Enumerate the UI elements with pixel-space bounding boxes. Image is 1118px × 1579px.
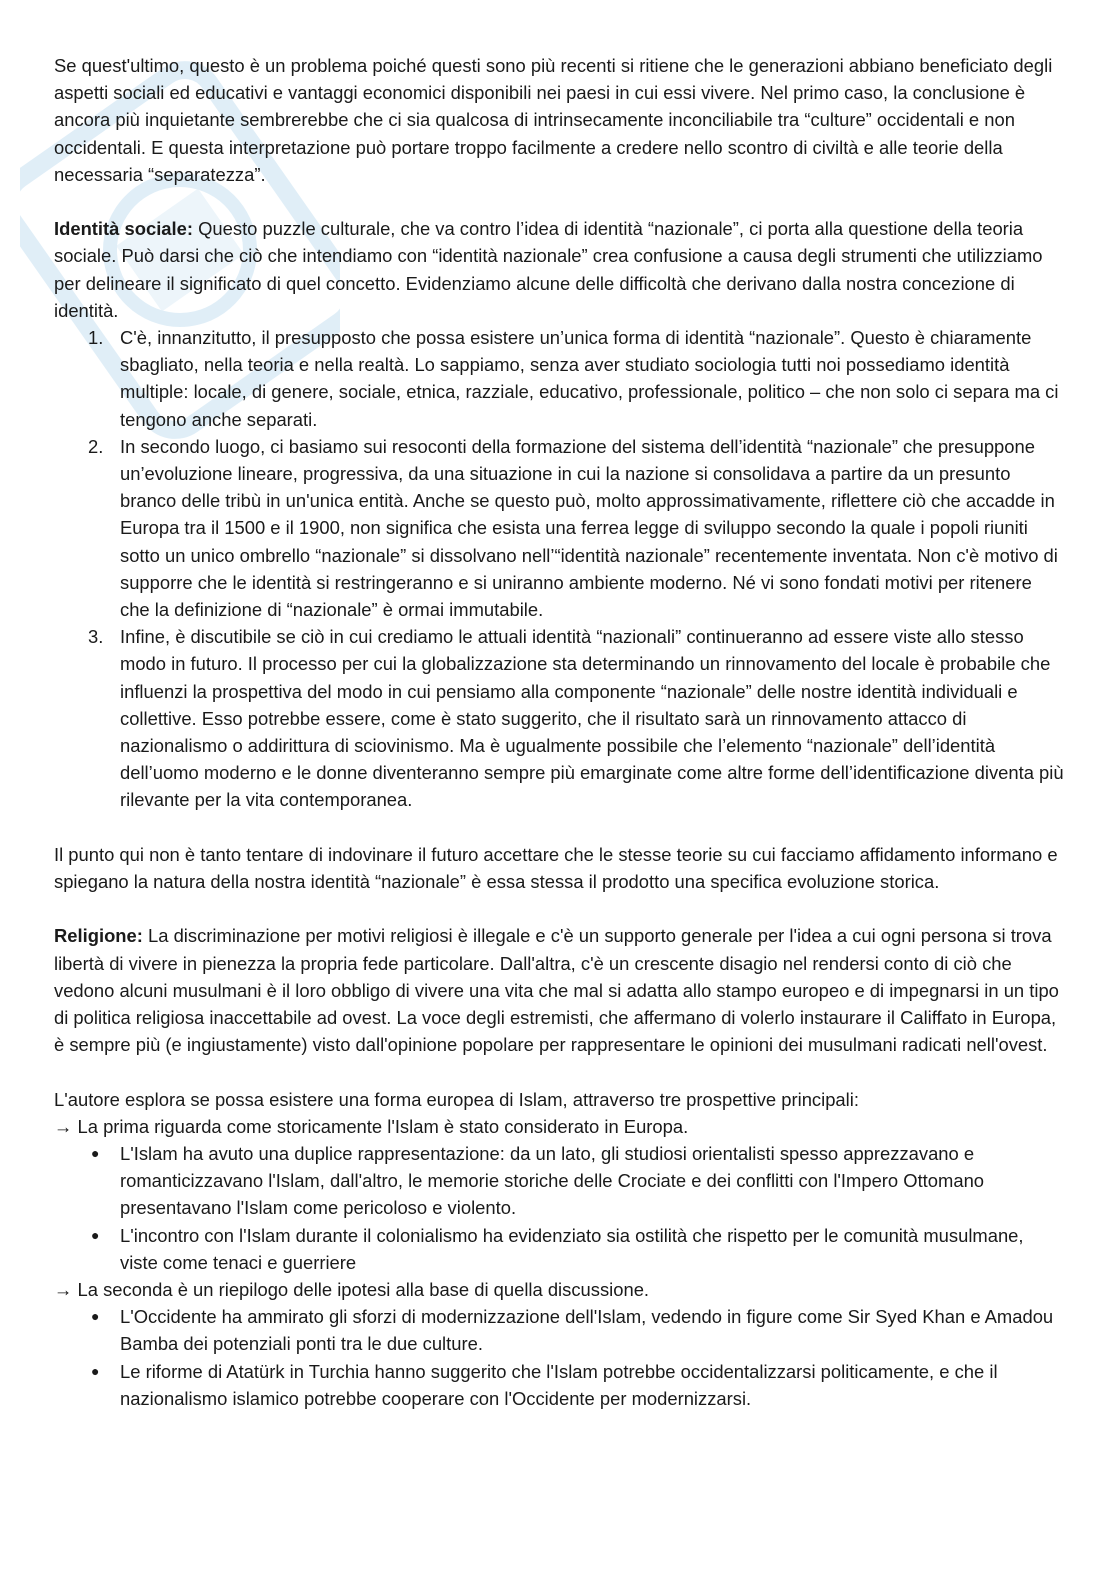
first-perspective-bullets bbox=[54, 1140, 1064, 1276]
list-item-text: In secondo luogo, ci basiamo sui resoconti della formazione del sistema dell’identità “nazionale” che presuppone un’evoluzione lineare, progressiva, da una situazione in cui la nazione si consolidava a partire da un presunto branco delle tribù in un'unica entità. Anche se questo può, molto approssimativamente, riflettere ciò che accadde in Europa tra il 1500 e il 1900, non significa che esista una ferrea legge di sviluppo secondo la quale i popoli riuniti sotto un unico ombrello “nazionale” si dissolvano nell’“identità nazionale” recentemente inventata. Non c'è motivo di supporre che le identità si restringeranno e si uniranno ambiente moderno. Né vi sono fondati motivi per ritenere che la definizione di “nazionale” è ormai immutabile. bbox=[120, 435, 1058, 621]
list-item-number: 3. bbox=[88, 626, 104, 648]
first-perspective bbox=[54, 1113, 1064, 1140]
identita-text: Questo puzzle culturale, che va contro l’idea di identità “nazionale”, ci porta alla questione della teoria sociale. Può darsi che ciò che intendiamo con “identità nazionale” crea confusione a causa degli strumenti che utilizziamo per delineare il significato di quel concetto. Evidenziamo alcune delle difficoltà che derivano dalla nostra concezione di identità. bbox=[54, 218, 1043, 321]
bullet-item bbox=[54, 1140, 1064, 1222]
bullet-item bbox=[54, 1303, 1064, 1357]
list-item-text: C'è, innanzitutto, il presupposto che possa esistere un’unica forma di identità “nazionale”. Questo è chiaramente sbagliato, nella teoria e nella realtà. Lo sappiamo, senza aver studiato sociologia tutti noi possediamo identità multiple: locale, di genere, sociale, etnica, razziale, educativo, professionale, politico – che non solo ci separa ma ci tengono anche separati. bbox=[120, 327, 1059, 430]
bullet-item bbox=[54, 1222, 1064, 1276]
arrow-icon: → bbox=[54, 1115, 73, 1137]
intro-paragraph: Se quest'ultimo, questo è un problema poiché questi sono più recenti si ritiene che le generazioni abbiano beneficiato degli aspetti sociali ed educativi e vantaggi economici disponibili nei paesi in cui essi vivere. Nel primo caso, la conclusione è ancora più inquietante sembrerebbe che ci sia qualcosa di intrinsecamente inconciliabile tra “culture” occidentali e non occidentali. E questa interpretazione può portare troppo facilmente a credere nello scontro di civiltà e alle teorie della necessaria “separatezza”. bbox=[54, 55, 1053, 185]
identita-paragraph bbox=[54, 215, 1064, 324]
list-item bbox=[54, 433, 1064, 623]
arrow-icon: → bbox=[54, 1279, 73, 1301]
second-perspective bbox=[54, 1276, 1064, 1303]
bullet-icon: ● bbox=[91, 1145, 100, 1162]
bullet-icon: ● bbox=[91, 1226, 100, 1243]
identita-heading: Identità sociale: bbox=[54, 218, 193, 240]
identita-list bbox=[54, 324, 1064, 814]
list-item-number: 2. bbox=[88, 435, 104, 457]
bullet-text: L'Islam ha avuto una duplice rappresentazione: da un lato, gli studiosi orientalisti spesso apprezzavano e romanticizzavano l'Islam, dall'altro, le memorie storiche delle Crociate e dei conflitti con l'Impero Ottomano presentavano l'Islam come pericoloso e violento. bbox=[120, 1143, 985, 1219]
list-item-number: 1. bbox=[88, 327, 104, 349]
religione-text: La discriminazione per motivi religiosi è illegale e c'è un supporto generale per l'idea a cui ogni persona si trova libertà di vivere in pienezza la propria fede particolare. Dall'altra, c'è un crescente disagio nel rendersi conto di ciò che vedono alcuni musulmani è il loro obbligo di vivere una vita che mal si adatta allo stampo europeo e di impegnarsi in un tipo di politica religiosa inaccettabile ad ovest. La voce degli estremisti, che affermano di volerlo instaurare il Califfato in Europa, è sempre più (e ingiustamente) visto dall'opinione popolare per rappresentare le opinioni dei musulmani radicati nell'ovest. bbox=[54, 925, 1059, 1056]
bullet-text: L'incontro con l'Islam durante il colonialismo ha evidenziato sia ostilità che rispetto per le comunità musulmane, viste come tenaci e guerriere bbox=[120, 1224, 1024, 1273]
list-item-text: Infine, è discutibile se ciò in cui crediamo le attuali identità “nazionali” continueranno ad essere viste allo stesso modo in futuro. Il processo per cui la globalizzazione sta determinando un rinnovamento del locale è probabile che influenzi la prospettiva del modo in cui pensiamo alla componente “nazionale” delle nostre identità individuali e collettive. Esso potrebbe essere, come è stato suggerito, che il risultato sarà un rinnovamento attacco di nazionalismo o addirittura di sciovinismo. Ma è ugualmente possibile che l’elemento “nazionale” dell’identità dell’uomo moderno e le donne diventeranno sempre più emarginate come altre forme dell’identificazione diventa più rilevante per la vita contemporanea. bbox=[120, 626, 1064, 811]
punto-paragraph: Il punto qui non è tanto tentare di indovinare il futuro accettare che le stesse teorie su cui facciamo affidamento informano e spiegano la natura della nostra identità “nazionale” è essa stessa il prodotto una specifica evoluzione storica. bbox=[54, 843, 1058, 893]
autore-paragraph: L'autore esplora se possa esistere una forma europea di Islam, attraverso tre prospettive principali: bbox=[54, 1088, 859, 1110]
list-item bbox=[54, 324, 1064, 433]
religione-heading: Religione: bbox=[54, 925, 143, 947]
religione-paragraph bbox=[54, 922, 1064, 1058]
bullet-item bbox=[54, 1358, 1064, 1412]
bullet-icon: ● bbox=[91, 1362, 100, 1379]
second-perspective-bullets bbox=[54, 1303, 1064, 1412]
bullet-icon: ● bbox=[91, 1308, 100, 1325]
bullet-text: L'Occidente ha ammirato gli sforzi di modernizzazione dell'Islam, vedendo in figure come Sir Syed Khan e Amadou Bamba dei potenziali ponti tra le due culture. bbox=[120, 1306, 1054, 1355]
bullet-text: Le riforme di Atatürk in Turchia hanno suggerito che l'Islam potrebbe occidentalizzarsi politicamente, e che il nazionalismo islamico potrebbe cooperare con l'Occidente per modernizzarsi. bbox=[120, 1360, 998, 1409]
first-perspective-text: La prima riguarda come storicamente l'Islam è stato considerato in Europa. bbox=[77, 1115, 689, 1137]
document-page bbox=[54, 52, 1064, 1412]
second-perspective-text: La seconda è un riepilogo delle ipotesi alla base di quella discussione. bbox=[77, 1279, 650, 1301]
list-item bbox=[54, 623, 1064, 813]
